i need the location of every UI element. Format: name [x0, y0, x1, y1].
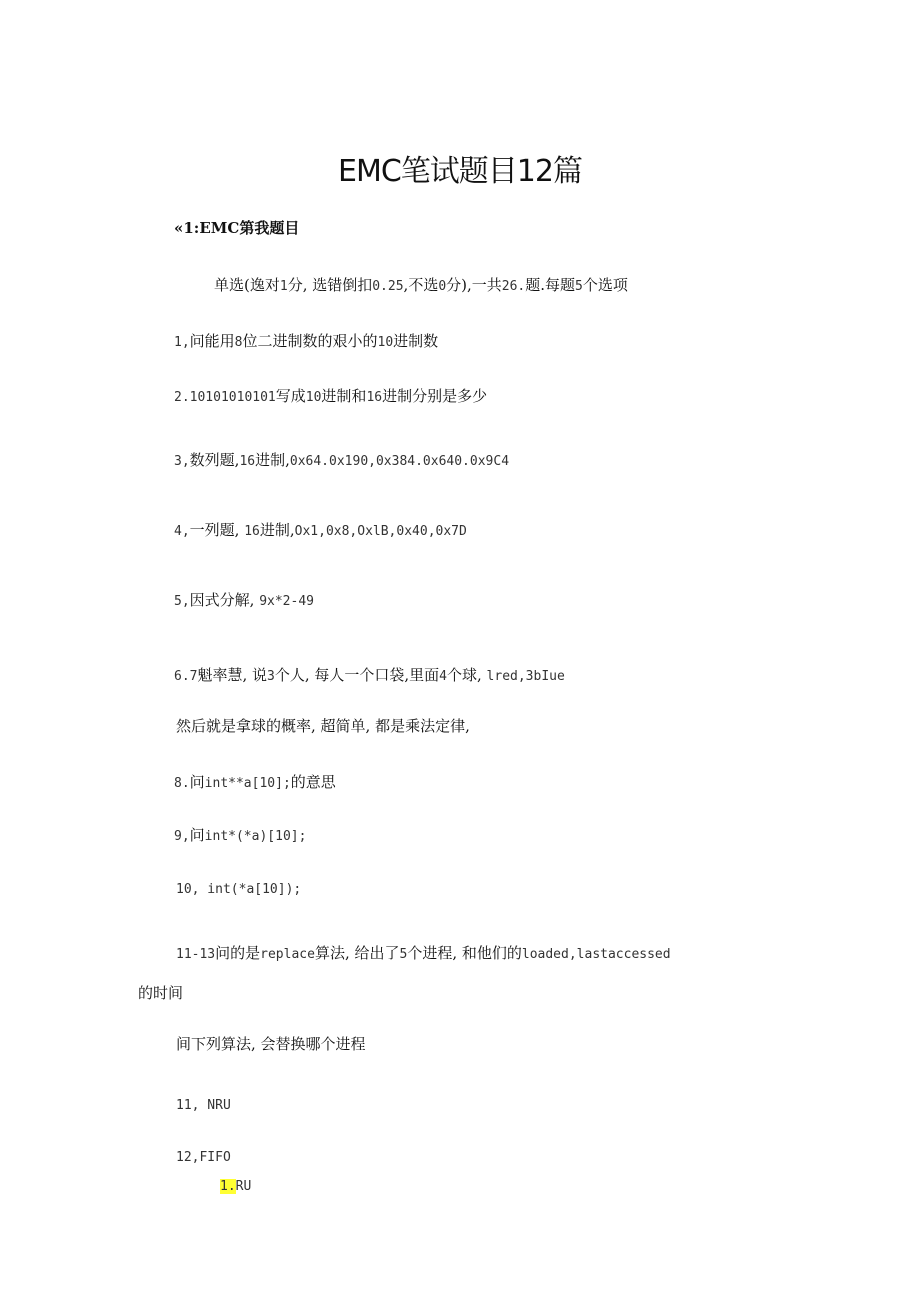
question-9: 9,问int*(*a)[10]; — [174, 826, 307, 844]
intro-paragraph: 单选(逸对1分, 选错倒扣0.25,不选0分),一共26.题.每题5个选项 — [214, 276, 628, 294]
question-11: 11, NRU — [176, 1098, 231, 1113]
question-1: 1,问能用8位二进制数的艰小的10进制数 — [174, 332, 439, 350]
highlight-mark: 1. — [220, 1179, 236, 1194]
question-6: 6.7魁率慧, 说3个人, 每人一个口袋,里面4个球, lred,3bIue — [174, 666, 565, 684]
question-3: 3,数列题,16进制,0x64.0x190,0x384.0x640.0x9C4 — [174, 451, 510, 469]
question-8: 8.问int**a[10];的意思 — [174, 773, 336, 791]
question-11-13-ask: 间下列算法, 会替换哪个进程 — [176, 1035, 366, 1053]
question-5: 5,因式分解, 9x*2-49 — [174, 591, 314, 609]
question-10: 10, int(*a[10]); — [176, 882, 302, 897]
document-title: EMC笔试题目12篇 — [338, 154, 582, 189]
question-11-13: 11-13问的是replace算法, 给出了5个进程, 和他们的loaded,lastaccessed — [176, 944, 671, 962]
section-heading: «1:EMC第我题目 — [174, 219, 300, 237]
question-6-continuation: 然后就是拿球的概率, 超简单, 都是乘法定律, — [176, 717, 470, 735]
question-12: 12,FIFO — [176, 1150, 231, 1165]
question-2: 2.10101010101写成10进制和16进制分别是多少 — [174, 387, 488, 405]
question-13: 1.RU — [220, 1179, 252, 1194]
question-4: 4,一列题, 16进制,Ox1,0x8,OxlB,0x40,0x7D — [174, 521, 467, 539]
question-11-13-continuation: 的时间 — [138, 984, 184, 1002]
